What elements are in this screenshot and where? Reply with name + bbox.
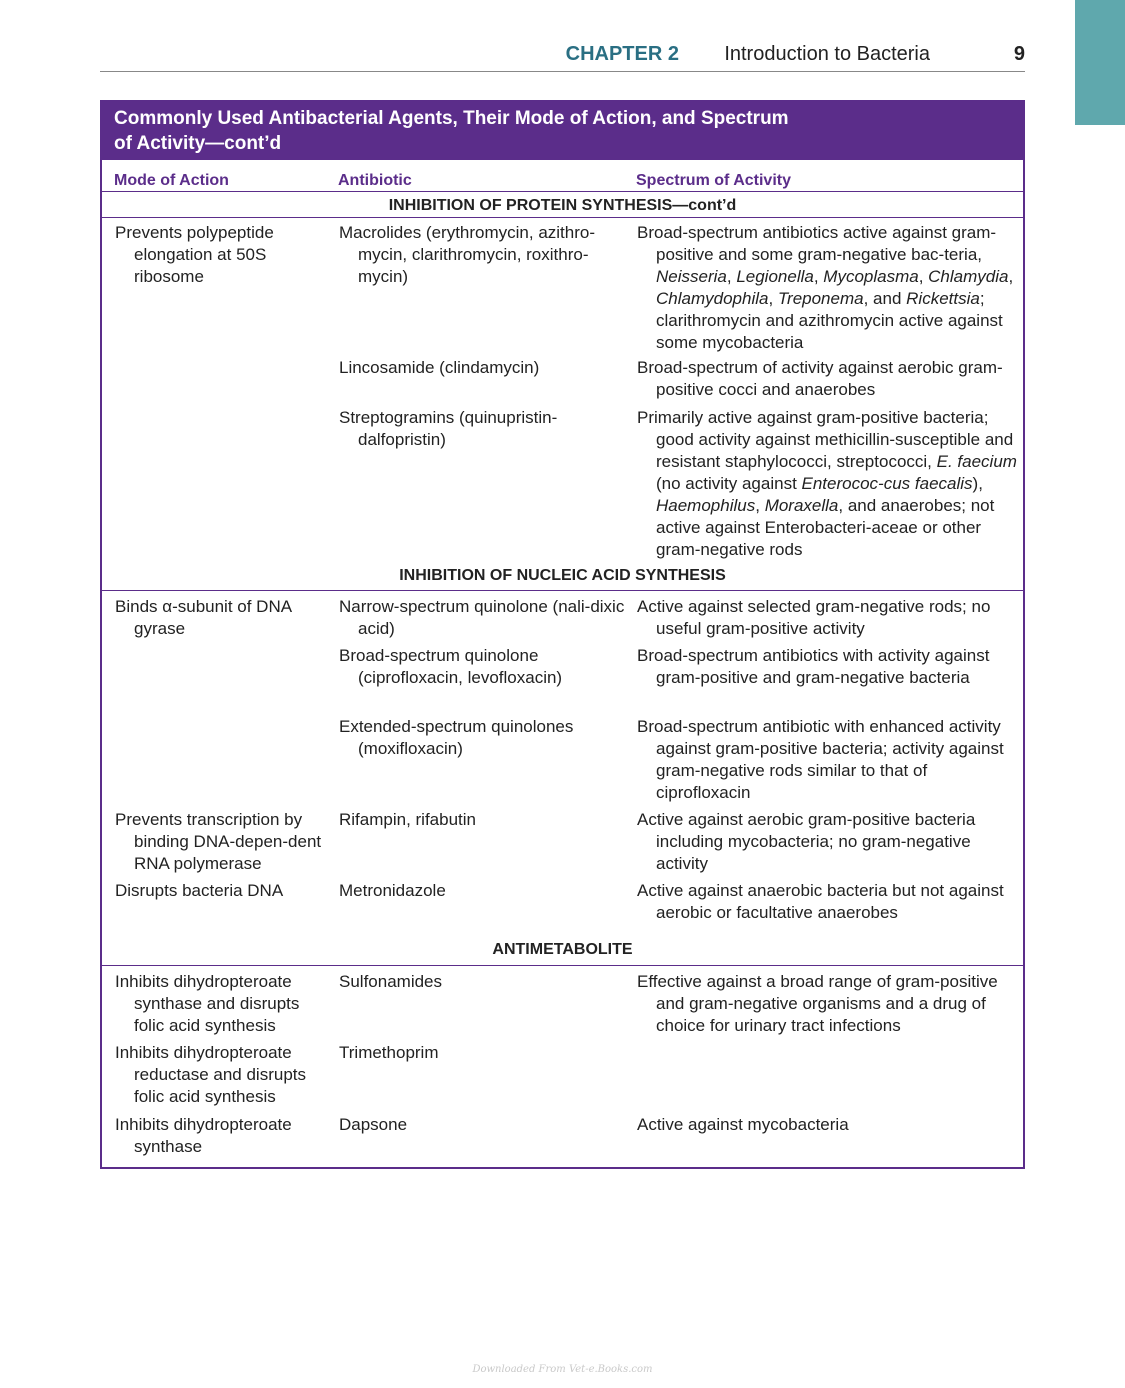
- antibiotic-cell: Macrolides (erythromycin, azithro-mycin, clarithromycin, roxithro-mycin): [339, 223, 596, 286]
- antibiotic-cell: Trimethoprim: [339, 1043, 439, 1062]
- mode-cell: Prevents transcription by binding DNA-depen-dent RNA polymerase: [115, 810, 322, 873]
- mode-cell: Inhibits dihydropteroate reductase and disrupts folic acid synthesis: [115, 1043, 306, 1106]
- section-heading-protein: INHIBITION OF PROTEIN SYNTHESIS—cont’d: [102, 192, 1023, 218]
- page-number: 9: [1013, 43, 1025, 65]
- mode-cell: Disrupts bacteria DNA: [115, 881, 284, 900]
- antibiotic-cell: Extended-spectrum quinolones (moxifloxacin): [339, 717, 574, 758]
- chapter-label: CHAPTER 2: [565, 43, 679, 65]
- section-heading-nucleic-acid: INHIBITION OF NUCLEIC ACID SYNTHESIS: [102, 565, 1023, 591]
- antibiotic-cell: Broad-spectrum quinolone (ciprofloxacin, levofloxacin): [339, 646, 563, 687]
- spectrum-cell: Broad-spectrum of activity against aerobic gram-positive cocci and anaerobes: [637, 358, 1003, 399]
- spectrum-cell: Effective against a broad range of gram-positive and gram-negative organisms and a drug of choice for urinary tract infections: [637, 972, 998, 1035]
- table-row: [102, 596, 1023, 645]
- table-caption-line-2: of Activity—cont’d: [114, 133, 282, 154]
- table-row: [102, 971, 1023, 1042]
- table-row: [102, 357, 1023, 407]
- antibiotic-cell: Rifampin, rifabutin: [339, 810, 477, 829]
- section-heading-antimetabolite: ANTIMETABOLITE: [102, 940, 1023, 966]
- mode-cell: Prevents polypeptide elongation at 50S ribosome: [115, 223, 274, 286]
- table-row: [102, 222, 1023, 357]
- table-caption: [102, 102, 1023, 160]
- footer-watermark: Downloaded From Vet-e.Books.com: [472, 1364, 653, 1375]
- spectrum-cell: Active against mycobacteria: [637, 1115, 849, 1134]
- antibiotic-cell: Sulfonamides: [339, 972, 443, 991]
- spectrum-cell: Broad-spectrum antibiotic with enhanced activity against gram-positive bacteria; activity against gram-negative rods similar to that of ciprofloxacin: [637, 717, 1004, 802]
- spectrum-cell: Broad-spectrum antibiotics with activity against gram-positive and gram-negative bacteria: [637, 646, 990, 687]
- spectrum-cell: Broad-spectrum antibiotics active against gram-positive and some gram-negative bac-teria, Neisseria, Legionella, Mycoplasma, Chlamydia, Chlamydophila, Treponema, and Rickettsia; clarithromycin and azithromycin active against some mycobacteria: [637, 223, 1014, 352]
- column-header-spectrum: Spectrum of Activity: [636, 172, 791, 189]
- table-row: [102, 1114, 1023, 1162]
- mode-cell: Inhibits dihydropteroate synthase: [115, 1115, 292, 1156]
- table-row: [102, 1042, 1023, 1114]
- mode-cell: Binds α-subunit of DNA gyrase: [115, 597, 292, 638]
- column-header-row: [102, 160, 1023, 192]
- antibiotic-cell: Streptogramins (quinupristin-dalfopristin): [339, 408, 558, 449]
- table-row: [102, 716, 1023, 809]
- side-tab-marker: [1075, 0, 1125, 125]
- table-row: [102, 645, 1023, 716]
- mode-cell: Inhibits dihydropteroate synthase and disrupts folic acid synthesis: [115, 972, 300, 1035]
- table-caption-line-1: Commonly Used Antibacterial Agents, Their Mode of Action, and Spectrum: [114, 108, 789, 129]
- spectrum-cell: Primarily active against gram-positive bacteria; good activity against methicillin-susceptible and resistant staphylococci, streptococci, E. faecium (no activity against Enterococ-cus faecalis), Haemophilus, Moraxella, and anaerobes; not active against Enterobacteri-aceae or other gram-negative rods: [637, 408, 1017, 559]
- column-header-antibiotic: Antibiotic: [338, 172, 412, 189]
- spectrum-cell: Active against selected gram-negative rods; no useful gram-positive activity: [637, 597, 991, 638]
- antibiotic-cell: Metronidazole: [339, 881, 446, 900]
- antibacterial-table: [100, 100, 1025, 1169]
- antibiotic-cell: Narrow-spectrum quinolone (nali-dixic acid): [339, 597, 625, 638]
- table-row: [102, 407, 1023, 565]
- running-head: [100, 40, 1025, 72]
- antibiotic-cell: Lincosamide (clindamycin): [339, 358, 540, 377]
- chapter-title: Introduction to Bacteria: [724, 43, 930, 65]
- spectrum-cell: Active against anaerobic bacteria but not against aerobic or facultative anaerobes: [637, 881, 1004, 922]
- table-row: [102, 880, 1023, 940]
- antibiotic-cell: Dapsone: [339, 1115, 408, 1134]
- column-header-mode: Mode of Action: [114, 172, 229, 189]
- spectrum-cell: Active against aerobic gram-positive bacteria including mycobacteria; no gram-negative activity: [637, 810, 976, 873]
- table-row: [102, 809, 1023, 880]
